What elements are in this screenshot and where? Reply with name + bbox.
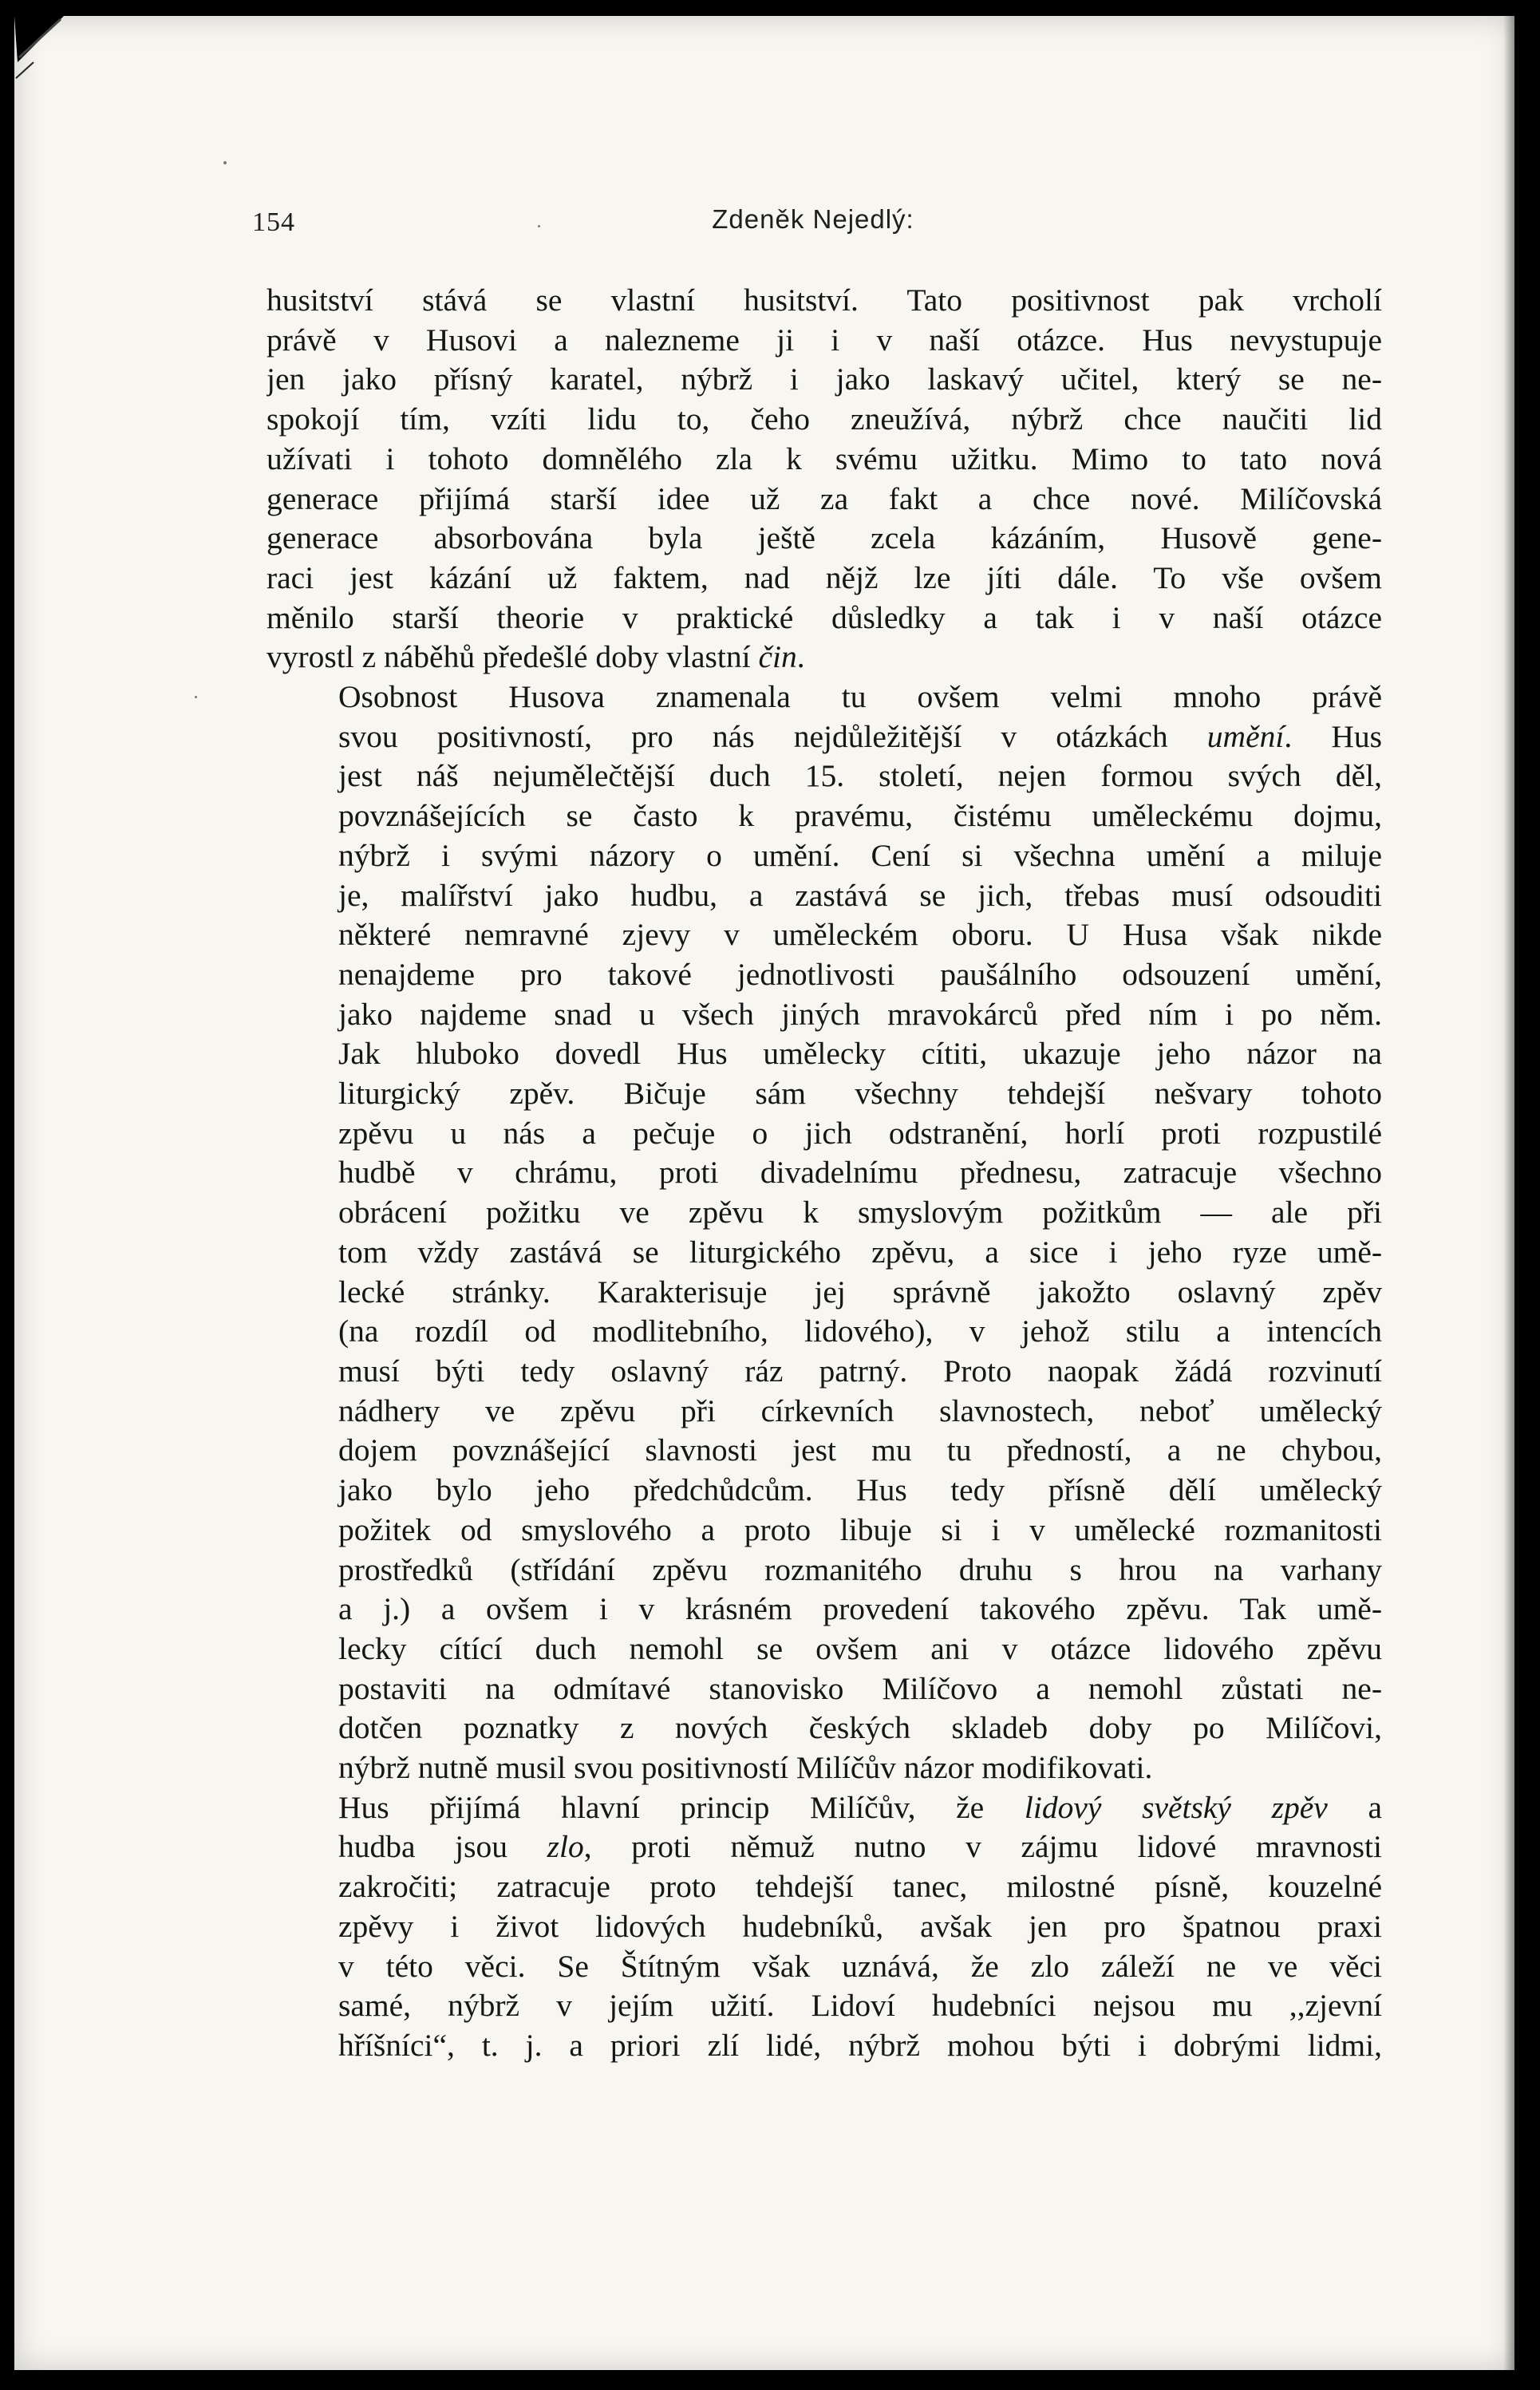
text-line: Jak hluboko dovedl Hus umělecky cítiti, ukazuje jeho názor na bbox=[338, 1036, 1382, 1072]
text-line: hudba jsou zlo, proti němuž nutno v zájmu lidové mravnosti bbox=[338, 1829, 1382, 1865]
body-text bbox=[267, 281, 1382, 2066]
text-line: jen jako přísný karatel, nýbrž i jako laskavý učitel, který se ne- bbox=[267, 361, 1382, 397]
text-line: Osobnost Husova znamenala tu ovšem velmi mnoho právě bbox=[338, 679, 1382, 715]
text-line: vyrostl z náběhů předešlé doby vlastní čin. bbox=[267, 639, 805, 675]
text-line: (na rozdíl od modlitebního, lidového), v jehož stilu a intencích bbox=[338, 1314, 1382, 1349]
paragraph-3 bbox=[267, 1788, 1382, 2066]
text-line: jako bylo jeho předchůdcům. Hus tedy přísně dělí umělecký bbox=[338, 1472, 1382, 1508]
text-line: zakročiti; zatracuje proto tehdejší tanec, milostné písně, kouzelné bbox=[338, 1869, 1382, 1905]
text-line: nýbrž nutně musil svou positivností Milíčův názor modifikovati. bbox=[338, 1750, 1153, 1786]
text-line: a j.) a ovšem i v krásném provedení takového zpěvu. Tak umě- bbox=[338, 1591, 1382, 1627]
text-line: liturgický zpěv. Bičuje sám všechny tehdejší nešvary tohoto bbox=[338, 1076, 1382, 1112]
text-line: zpěvu u nás a pečuje o jich odstranění, horlí proti rozpustilé bbox=[338, 1115, 1382, 1151]
text-line: dojem povznášející slavnosti jest mu tu předností, a ne chybou, bbox=[338, 1432, 1382, 1468]
text-line: některé nemravné zjevy v uměleckém oboru. U Husa však nikde bbox=[338, 917, 1382, 953]
text-line: obrácení požitku ve zpěvu k smyslovým požitkům — ale při bbox=[338, 1195, 1382, 1231]
text-line: husitství stává se vlastní husitství. Tato positivnost pak vrcholí bbox=[267, 282, 1382, 318]
text-line: nádhery ve zpěvu při církevních slavnostech, neboť umělecký bbox=[338, 1393, 1382, 1428]
text-line: lecké stránky. Karakterisuje jej správně jakožto oslavný zpěv bbox=[338, 1274, 1382, 1310]
text-line: je, malířství jako hudbu, a zastává se jich, třebas musí odsouditi bbox=[338, 877, 1382, 913]
text-line: povznášejících se často k pravému, čistému uměleckému dojmu, bbox=[338, 798, 1382, 834]
text-line: nýbrž i svými názory o umění. Cení si všechna umění a miluje bbox=[338, 837, 1382, 873]
page-edge-shadow bbox=[1503, 16, 1514, 2370]
text-line: hudbě v chrámu, proti divadelnímu přednesu, zatracuje všechno bbox=[338, 1155, 1382, 1191]
paragraph-2 bbox=[267, 677, 1382, 1788]
text-line: samé, nýbrž v jejím užití. Lidoví hudebníci nejsou mu ,,zjevní bbox=[338, 1988, 1382, 2024]
text-line: postaviti na odmítavé stanovisko Milíčovo a nemohl zůstati ne- bbox=[338, 1670, 1382, 1706]
text-line: generace absorbována byla ještě zcela kázáním, Husově gene- bbox=[267, 520, 1382, 556]
text-line: hříšníci“, t. j. a priori zlí lidé, nýbrž mohou býti i dobrými lidmi, bbox=[338, 2027, 1382, 2063]
text-line: musí býti tedy oslavný ráz patrný. Proto naopak žádá rozvinutí bbox=[338, 1353, 1382, 1389]
text-line: dotčen poznatky z nových českých skladeb doby po Milíčovi, bbox=[338, 1710, 1382, 1746]
text-line: spokojí tím, vzíti lidu to, čeho zneužívá, nýbrž chce naučiti lid bbox=[267, 401, 1382, 437]
page-speck bbox=[223, 161, 227, 164]
text-line: užívati i tohoto domnělého zla k svému užitku. Mimo to tato nová bbox=[267, 440, 1382, 476]
paragraph-1 bbox=[267, 281, 1382, 677]
text-line: lecky cítící duch nemohl se ovšem ani v otázce lidového zpěvu bbox=[338, 1630, 1382, 1666]
text-line: v této věci. Se Štítným však uznává, že zlo záleží ne ve věci bbox=[338, 1948, 1382, 1984]
text-line: nenajdeme pro takové jednotlivosti paušálního odsouzení umění, bbox=[338, 956, 1382, 992]
text-line: tom vždy zastává se liturgického zpěvu, a sice i jeho ryze umě- bbox=[338, 1234, 1382, 1270]
running-head bbox=[252, 204, 1374, 236]
text-line: zpěvy i život lidových hudebníků, avšak jen pro špatnou praxi bbox=[338, 1908, 1382, 1944]
text-line: svou positivností, pro nás nejdůležitější v otázkách umění. Hus bbox=[338, 718, 1382, 754]
text-line: měnilo starší theorie v praktické důsledky a tak i v naší otázce bbox=[267, 599, 1382, 635]
corner-curl-mark bbox=[14, 16, 102, 104]
page-speck bbox=[195, 696, 197, 698]
text-line: generace přijímá starší idee už za fakt a chce nové. Milíčovská bbox=[267, 480, 1382, 516]
running-head-title: Zdeněk Nejedlý: bbox=[712, 204, 914, 234]
text-line: jako najdeme snad u všech jiných mravokárců před ním i po něm. bbox=[338, 996, 1382, 1032]
text-line: Hus přijímá hlavní princip Milíčův, že lidový světský zpěv a bbox=[338, 1789, 1382, 1825]
text-line: požitek od smyslového a proto libuje si i v umělecké rozmanitosti bbox=[338, 1511, 1382, 1547]
text-line: jest náš nejumělečtější duch 15. století, nejen formou svých děl, bbox=[338, 758, 1382, 794]
text-line: právě v Husovi a nalezneme ji i v naší otázce. Hus nevystupuje bbox=[267, 322, 1382, 358]
text-line: prostředků (střídání zpěvu rozmanitého druhu s hrou na varhany bbox=[338, 1551, 1382, 1587]
text-line: raci jest kázání už faktem, nad nějž lze jíti dále. To vše ovšem bbox=[267, 559, 1382, 595]
page-number: 154 bbox=[252, 207, 295, 237]
